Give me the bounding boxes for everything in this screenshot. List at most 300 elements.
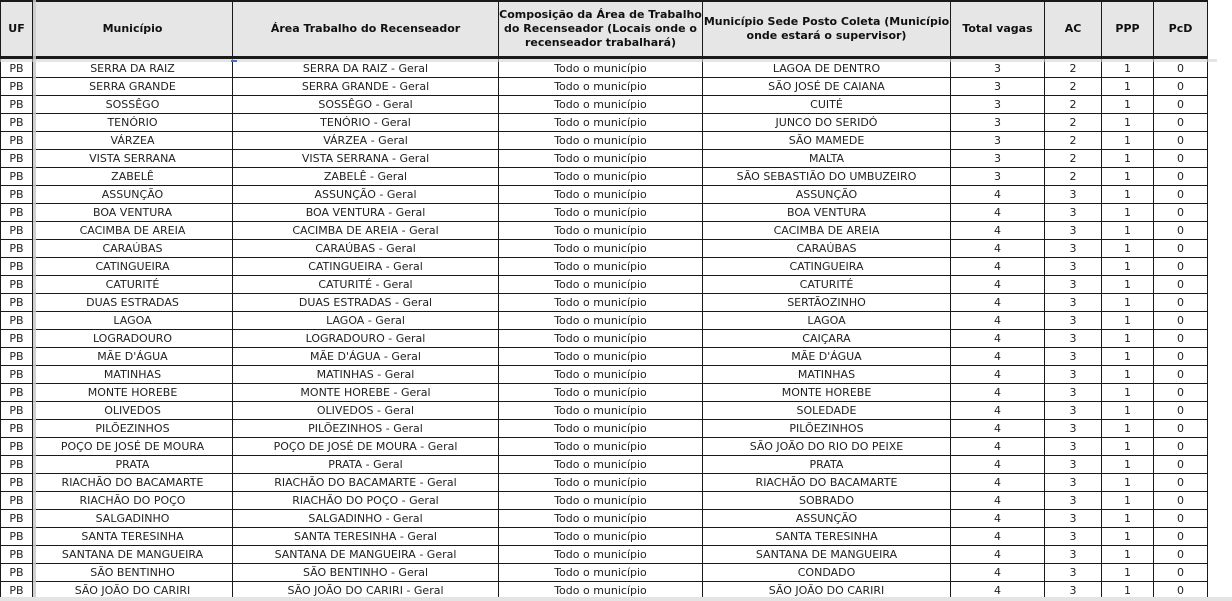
cell-municipio[interactable]: POÇO DE JOSÉ DE MOURA [33, 438, 233, 456]
table-row [1, 186, 1208, 204]
cell-pcd[interactable]: 0 [1154, 240, 1208, 258]
header-composicao[interactable]: Composição da Área de Trabalho do Recenseador (Locais onde o recenseador trabalhará) [499, 1, 703, 58]
cell-municipio-sede[interactable]: LAGOA [703, 312, 951, 330]
cell-ac[interactable]: 3 [1045, 564, 1102, 582]
cell-area-trabalho[interactable]: RIACHÃO DO POÇO - Geral [233, 492, 499, 510]
cell-composicao[interactable]: Todo o município [499, 168, 703, 186]
cell-total-vagas[interactable]: 4 [951, 348, 1045, 366]
cell-uf[interactable]: PB [1, 564, 33, 582]
cell-ppp[interactable]: 1 [1102, 58, 1154, 78]
cell-municipio[interactable]: PRATA [33, 456, 233, 474]
cell-total-vagas[interactable]: 4 [951, 312, 1045, 330]
cell-municipio-sede[interactable]: LAGOA DE DENTRO [703, 58, 951, 78]
cell-municipio[interactable]: SERRA DA RAIZ [33, 58, 233, 78]
cell-composicao[interactable]: Todo o município [499, 348, 703, 366]
cell-municipio[interactable]: ZABELÊ [33, 168, 233, 186]
cell-municipio[interactable]: VÁRZEA [33, 132, 233, 150]
cell-municipio-sede[interactable]: ASSUNÇÃO [703, 510, 951, 528]
frozen-pane-divider-vertical [33, 0, 36, 601]
table-row [1, 132, 1208, 150]
cell-pcd[interactable]: 0 [1154, 366, 1208, 384]
cell-municipio-sede[interactable]: SOBRADO [703, 492, 951, 510]
table-row [1, 366, 1208, 384]
cell-municipio[interactable]: SÃO BENTINHO [33, 564, 233, 582]
cell-municipio-sede[interactable]: CARAÚBAS [703, 240, 951, 258]
cell-ppp[interactable]: 1 [1102, 186, 1154, 204]
cell-area-trabalho[interactable]: BOA VENTURA - Geral [233, 204, 499, 222]
cell-ac[interactable]: 3 [1045, 420, 1102, 438]
cell-composicao[interactable]: Todo o município [499, 582, 703, 600]
cell-municipio-sede[interactable]: CONDADO [703, 564, 951, 582]
cell-composicao[interactable]: Todo o município [499, 510, 703, 528]
cell-uf[interactable]: PB [1, 348, 33, 366]
cell-uf[interactable]: PB [1, 204, 33, 222]
cell-total-vagas[interactable]: 3 [951, 132, 1045, 150]
cell-ac[interactable]: 2 [1045, 58, 1102, 78]
cell-area-trabalho[interactable]: SERRA GRANDE - Geral [233, 78, 499, 96]
cell-uf[interactable]: PB [1, 528, 33, 546]
cell-ppp[interactable]: 1 [1102, 258, 1154, 276]
cell-pcd[interactable]: 0 [1154, 132, 1208, 150]
cell-municipio[interactable]: SERRA GRANDE [33, 78, 233, 96]
cell-composicao[interactable]: Todo o município [499, 222, 703, 240]
cell-area-trabalho[interactable]: SALGADINHO - Geral [233, 510, 499, 528]
cell-total-vagas[interactable]: 3 [951, 58, 1045, 78]
cell-total-vagas[interactable]: 4 [951, 510, 1045, 528]
cell-ac[interactable]: 3 [1045, 438, 1102, 456]
cell-ppp[interactable]: 1 [1102, 564, 1154, 582]
cell-total-vagas[interactable]: 4 [951, 420, 1045, 438]
table-row [1, 438, 1208, 456]
header-municipio[interactable]: Município [33, 1, 233, 58]
cell-area-trabalho[interactable]: ZABELÊ - Geral [233, 168, 499, 186]
cell-ac[interactable]: 3 [1045, 402, 1102, 420]
cell-ppp[interactable]: 1 [1102, 330, 1154, 348]
cell-ppp[interactable]: 1 [1102, 510, 1154, 528]
cell-composicao[interactable]: Todo o município [499, 114, 703, 132]
cell-ac[interactable]: 3 [1045, 240, 1102, 258]
cell-municipio[interactable]: CACIMBA DE AREIA [33, 222, 233, 240]
cell-area-trabalho[interactable]: SANTANA DE MANGUEIRA - Geral [233, 546, 499, 564]
cell-pcd[interactable]: 0 [1154, 150, 1208, 168]
cell-ppp[interactable]: 1 [1102, 582, 1154, 600]
cell-pcd[interactable]: 0 [1154, 204, 1208, 222]
cell-total-vagas[interactable]: 4 [951, 366, 1045, 384]
table-row [1, 528, 1208, 546]
cell-municipio[interactable]: MÃE D'ÁGUA [33, 348, 233, 366]
table-row [1, 492, 1208, 510]
cell-area-trabalho[interactable]: CARAÚBAS - Geral [233, 240, 499, 258]
cell-pcd[interactable]: 0 [1154, 186, 1208, 204]
cell-area-trabalho[interactable]: TENÓRIO - Geral [233, 114, 499, 132]
cell-total-vagas[interactable]: 4 [951, 294, 1045, 312]
cell-ac[interactable]: 3 [1045, 366, 1102, 384]
cell-area-trabalho[interactable]: LAGOA - Geral [233, 312, 499, 330]
cell-ac[interactable]: 2 [1045, 132, 1102, 150]
cell-ac[interactable]: 3 [1045, 456, 1102, 474]
cell-municipio[interactable]: CATINGUEIRA [33, 258, 233, 276]
cell-area-trabalho[interactable]: VÁRZEA - Geral [233, 132, 499, 150]
cell-ac[interactable]: 3 [1045, 222, 1102, 240]
cell-ac[interactable]: 3 [1045, 510, 1102, 528]
cell-ac[interactable]: 3 [1045, 186, 1102, 204]
cell-area-trabalho[interactable]: LOGRADOURO - Geral [233, 330, 499, 348]
cell-composicao[interactable]: Todo o município [499, 330, 703, 348]
cell-ppp[interactable]: 1 [1102, 132, 1154, 150]
cell-uf[interactable]: PB [1, 330, 33, 348]
cell-municipio-sede[interactable]: MALTA [703, 150, 951, 168]
cell-pcd[interactable]: 0 [1154, 312, 1208, 330]
cell-composicao[interactable]: Todo o município [499, 276, 703, 294]
table-row [1, 402, 1208, 420]
cell-municipio[interactable]: CATURITÉ [33, 276, 233, 294]
cell-ac[interactable]: 3 [1045, 546, 1102, 564]
cell-ac[interactable]: 3 [1045, 492, 1102, 510]
cell-pcd[interactable]: 0 [1154, 222, 1208, 240]
cell-area-trabalho[interactable]: SERRA DA RAIZ - Geral [233, 58, 499, 78]
cell-ppp[interactable]: 1 [1102, 420, 1154, 438]
header-row [1, 1, 1208, 58]
cell-ppp[interactable]: 1 [1102, 384, 1154, 402]
cell-total-vagas[interactable]: 4 [951, 330, 1045, 348]
cell-municipio-sede[interactable]: SERTÃOZINHO [703, 294, 951, 312]
cell-ac[interactable]: 2 [1045, 114, 1102, 132]
cell-municipio-sede[interactable]: MÃE D'ÁGUA [703, 348, 951, 366]
cell-pcd[interactable]: 0 [1154, 438, 1208, 456]
cell-municipio[interactable]: BOA VENTURA [33, 204, 233, 222]
cell-total-vagas[interactable]: 4 [951, 258, 1045, 276]
cell-composicao[interactable]: Todo o município [499, 186, 703, 204]
cell-pcd[interactable]: 0 [1154, 456, 1208, 474]
table-row [1, 114, 1208, 132]
cell-ppp[interactable]: 1 [1102, 78, 1154, 96]
header-total-vagas[interactable]: Total vagas [951, 1, 1045, 58]
cell-ppp[interactable]: 1 [1102, 150, 1154, 168]
cell-uf[interactable]: PB [1, 276, 33, 294]
cell-pcd[interactable]: 0 [1154, 510, 1208, 528]
cell-uf[interactable]: PB [1, 150, 33, 168]
cell-area-trabalho[interactable]: SOSSÊGO - Geral [233, 96, 499, 114]
cell-ppp[interactable]: 1 [1102, 276, 1154, 294]
cell-pcd[interactable]: 0 [1154, 420, 1208, 438]
cell-uf[interactable]: PB [1, 114, 33, 132]
cell-uf[interactable]: PB [1, 366, 33, 384]
cell-municipio[interactable]: SÃO JOÃO DO CARIRI [33, 582, 233, 600]
cell-municipio[interactable]: OLIVEDOS [33, 402, 233, 420]
cell-uf[interactable]: PB [1, 78, 33, 96]
cell-area-trabalho[interactable]: RIACHÃO DO BACAMARTE - Geral [233, 474, 499, 492]
cell-ppp[interactable]: 1 [1102, 438, 1154, 456]
cell-uf[interactable]: PB [1, 438, 33, 456]
cell-total-vagas[interactable]: 4 [951, 384, 1045, 402]
cell-total-vagas[interactable]: 3 [951, 114, 1045, 132]
cell-area-trabalho[interactable]: OLIVEDOS - Geral [233, 402, 499, 420]
cell-ac[interactable]: 3 [1045, 294, 1102, 312]
cell-total-vagas[interactable]: 4 [951, 582, 1045, 600]
cell-composicao[interactable]: Todo o município [499, 258, 703, 276]
cell-pcd[interactable]: 0 [1154, 58, 1208, 78]
cell-composicao[interactable]: Todo o município [499, 78, 703, 96]
cell-total-vagas[interactable]: 4 [951, 456, 1045, 474]
cell-uf[interactable]: PB [1, 420, 33, 438]
cell-composicao[interactable]: Todo o município [499, 132, 703, 150]
cell-municipio-sede[interactable]: SÃO JOÃO DO CARIRI [703, 582, 951, 600]
cell-area-trabalho[interactable]: CATINGUEIRA - Geral [233, 258, 499, 276]
cell-pcd[interactable]: 0 [1154, 564, 1208, 582]
cell-ac[interactable]: 3 [1045, 312, 1102, 330]
horizontal-scrollbar-track[interactable] [0, 597, 1232, 601]
cell-ppp[interactable]: 1 [1102, 204, 1154, 222]
cell-ppp[interactable]: 1 [1102, 312, 1154, 330]
cell-composicao[interactable]: Todo o município [499, 456, 703, 474]
cell-municipio-sede[interactable]: MATINHAS [703, 366, 951, 384]
cell-area-trabalho[interactable]: SÃO BENTINHO - Geral [233, 564, 499, 582]
table-row [1, 276, 1208, 294]
cell-ppp[interactable]: 1 [1102, 546, 1154, 564]
cell-municipio[interactable]: DUAS ESTRADAS [33, 294, 233, 312]
cell-ppp[interactable]: 1 [1102, 240, 1154, 258]
cell-uf[interactable]: PB [1, 456, 33, 474]
header-pcd[interactable]: PcD [1154, 1, 1208, 58]
cell-ac[interactable]: 3 [1045, 204, 1102, 222]
cell-total-vagas[interactable]: 4 [951, 204, 1045, 222]
cell-composicao[interactable]: Todo o município [499, 366, 703, 384]
cell-composicao[interactable]: Todo o município [499, 96, 703, 114]
cell-ppp[interactable]: 1 [1102, 294, 1154, 312]
cell-total-vagas[interactable]: 3 [951, 150, 1045, 168]
cell-uf[interactable]: PB [1, 96, 33, 114]
cell-composicao[interactable]: Todo o município [499, 384, 703, 402]
cell-municipio[interactable]: PILÕEZINHOS [33, 420, 233, 438]
table-row [1, 96, 1208, 114]
cell-municipio-sede[interactable]: CATINGUEIRA [703, 258, 951, 276]
cell-composicao[interactable]: Todo o município [499, 420, 703, 438]
cell-area-trabalho[interactable]: CACIMBA DE AREIA - Geral [233, 222, 499, 240]
cell-area-trabalho[interactable]: MÃE D'ÁGUA - Geral [233, 348, 499, 366]
cell-ac[interactable]: 3 [1045, 528, 1102, 546]
cell-total-vagas[interactable]: 4 [951, 474, 1045, 492]
cell-municipio[interactable]: TENÓRIO [33, 114, 233, 132]
cell-uf[interactable]: PB [1, 546, 33, 564]
cell-total-vagas[interactable]: 4 [951, 240, 1045, 258]
cell-uf[interactable]: PB [1, 168, 33, 186]
cell-pcd[interactable]: 0 [1154, 474, 1208, 492]
cell-ac[interactable]: 3 [1045, 474, 1102, 492]
cell-total-vagas[interactable]: 4 [951, 402, 1045, 420]
cell-uf[interactable]: PB [1, 58, 33, 78]
cell-municipio[interactable]: RIACHÃO DO POÇO [33, 492, 233, 510]
cell-total-vagas[interactable]: 4 [951, 492, 1045, 510]
header-ac[interactable]: AC [1045, 1, 1102, 58]
cell-uf[interactable]: PB [1, 258, 33, 276]
cell-pcd[interactable]: 0 [1154, 276, 1208, 294]
cell-ppp[interactable]: 1 [1102, 474, 1154, 492]
table-row [1, 150, 1208, 168]
cell-municipio-sede[interactable]: ASSUNÇÃO [703, 186, 951, 204]
cell-total-vagas[interactable]: 4 [951, 222, 1045, 240]
cell-municipio-sede[interactable]: SÃO SEBASTIÃO DO UMBUZEIRO [703, 168, 951, 186]
cell-composicao[interactable]: Todo o município [499, 58, 703, 78]
cell-pcd[interactable]: 0 [1154, 528, 1208, 546]
cell-ppp[interactable]: 1 [1102, 96, 1154, 114]
cell-ac[interactable]: 2 [1045, 78, 1102, 96]
cell-composicao[interactable]: Todo o município [499, 564, 703, 582]
table-row [1, 564, 1208, 582]
cell-composicao[interactable]: Todo o município [499, 492, 703, 510]
cell-total-vagas[interactable]: 4 [951, 546, 1045, 564]
cell-pcd[interactable]: 0 [1154, 384, 1208, 402]
cell-area-trabalho[interactable]: MATINHAS - Geral [233, 366, 499, 384]
cell-ppp[interactable]: 1 [1102, 114, 1154, 132]
cell-composicao[interactable]: Todo o município [499, 204, 703, 222]
cell-area-trabalho[interactable]: PILÕEZINHOS - Geral [233, 420, 499, 438]
cell-area-trabalho[interactable]: SÃO JOÃO DO CARIRI - Geral [233, 582, 499, 600]
cell-ac[interactable]: 2 [1045, 150, 1102, 168]
cell-municipio-sede[interactable]: CATURITÉ [703, 276, 951, 294]
cell-ppp[interactable]: 1 [1102, 366, 1154, 384]
table-row [1, 78, 1208, 96]
cell-composicao[interactable]: Todo o município [499, 150, 703, 168]
cell-ac[interactable]: 3 [1045, 348, 1102, 366]
cell-pcd[interactable]: 0 [1154, 348, 1208, 366]
cell-pcd[interactable]: 0 [1154, 78, 1208, 96]
cell-municipio[interactable]: MONTE HOREBE [33, 384, 233, 402]
cell-area-trabalho[interactable]: MONTE HOREBE - Geral [233, 384, 499, 402]
cell-ac[interactable]: 3 [1045, 276, 1102, 294]
cell-total-vagas[interactable]: 4 [951, 528, 1045, 546]
cell-pcd[interactable]: 0 [1154, 330, 1208, 348]
cell-composicao[interactable]: Todo o município [499, 402, 703, 420]
cell-area-trabalho[interactable]: CATURITÉ - Geral [233, 276, 499, 294]
cell-municipio-sede[interactable]: RIACHÃO DO BACAMARTE [703, 474, 951, 492]
cell-municipio-sede[interactable]: PRATA [703, 456, 951, 474]
table-row [1, 456, 1208, 474]
cell-municipio[interactable]: RIACHÃO DO BACAMARTE [33, 474, 233, 492]
cell-total-vagas[interactable]: 3 [951, 96, 1045, 114]
cell-ac[interactable]: 3 [1045, 258, 1102, 276]
cell-pcd[interactable]: 0 [1154, 114, 1208, 132]
cell-area-trabalho[interactable]: SANTA TERESINHA - Geral [233, 528, 499, 546]
cell-total-vagas[interactable]: 4 [951, 438, 1045, 456]
cell-ac[interactable]: 3 [1045, 330, 1102, 348]
cell-uf[interactable]: PB [1, 222, 33, 240]
cell-uf[interactable]: PB [1, 384, 33, 402]
cell-municipio-sede[interactable]: CUITÉ [703, 96, 951, 114]
cell-composicao[interactable]: Todo o município [499, 546, 703, 564]
cell-uf[interactable]: PB [1, 240, 33, 258]
cell-total-vagas[interactable]: 4 [951, 564, 1045, 582]
cell-ac[interactable]: 3 [1045, 582, 1102, 600]
cell-uf[interactable]: PB [1, 132, 33, 150]
cell-total-vagas[interactable]: 4 [951, 276, 1045, 294]
cell-uf[interactable]: PB [1, 186, 33, 204]
cell-municipio-sede[interactable]: CAIÇARA [703, 330, 951, 348]
header-area-trabalho[interactable]: Área Trabalho do Recenseador [233, 1, 499, 58]
header-uf[interactable]: UF [1, 1, 33, 58]
cell-area-trabalho[interactable]: VISTA SERRANA - Geral [233, 150, 499, 168]
cell-municipio-sede[interactable]: BOA VENTURA [703, 204, 951, 222]
cell-municipio-sede[interactable]: JUNCO DO SERIDÓ [703, 114, 951, 132]
cell-pcd[interactable]: 0 [1154, 582, 1208, 600]
cell-composicao[interactable]: Todo o município [499, 240, 703, 258]
column-resize-marker[interactable] [231, 60, 237, 62]
cell-municipio-sede[interactable]: SÃO JOÃO DO RIO DO PEIXE [703, 438, 951, 456]
cell-municipio[interactable]: CARAÚBAS [33, 240, 233, 258]
cell-uf[interactable]: PB [1, 510, 33, 528]
cell-municipio[interactable]: VISTA SERRANA [33, 150, 233, 168]
cell-pcd[interactable]: 0 [1154, 546, 1208, 564]
cell-pcd[interactable]: 0 [1154, 492, 1208, 510]
cell-ac[interactable]: 3 [1045, 384, 1102, 402]
cell-area-trabalho[interactable]: POÇO DE JOSÉ DE MOURA - Geral [233, 438, 499, 456]
cell-pcd[interactable]: 0 [1154, 402, 1208, 420]
frozen-pane-divider-horizontal [0, 59, 1232, 62]
header-ppp[interactable]: PPP [1102, 1, 1154, 58]
cell-uf[interactable]: PB [1, 294, 33, 312]
cell-pcd[interactable]: 0 [1154, 294, 1208, 312]
cell-composicao[interactable]: Todo o município [499, 294, 703, 312]
cell-municipio-sede[interactable]: CACIMBA DE AREIA [703, 222, 951, 240]
cell-uf[interactable]: PB [1, 474, 33, 492]
table-row [1, 330, 1208, 348]
cell-municipio-sede[interactable]: SANTANA DE MANGUEIRA [703, 546, 951, 564]
cell-ppp[interactable]: 1 [1102, 222, 1154, 240]
cell-municipio[interactable]: ASSUNÇÃO [33, 186, 233, 204]
cell-municipio[interactable]: MATINHAS [33, 366, 233, 384]
cell-total-vagas[interactable]: 3 [951, 78, 1045, 96]
cell-ppp[interactable]: 1 [1102, 168, 1154, 186]
cell-ac[interactable]: 2 [1045, 168, 1102, 186]
cell-uf[interactable]: PB [1, 582, 33, 600]
cell-municipio-sede[interactable]: SANTA TERESINHA [703, 528, 951, 546]
cell-composicao[interactable]: Todo o município [499, 438, 703, 456]
cell-ppp[interactable]: 1 [1102, 402, 1154, 420]
cell-municipio-sede[interactable]: PILÕEZINHOS [703, 420, 951, 438]
cell-composicao[interactable]: Todo o município [499, 528, 703, 546]
cell-composicao[interactable]: Todo o município [499, 474, 703, 492]
cell-municipio-sede[interactable]: SÃO MAMEDE [703, 132, 951, 150]
cell-municipio[interactable]: SOSSÊGO [33, 96, 233, 114]
cell-municipio[interactable]: LAGOA [33, 312, 233, 330]
cell-municipio-sede[interactable]: SOLEDADE [703, 402, 951, 420]
header-municipio-sede[interactable]: Município Sede Posto Coleta (Município onde estará o supervisor) [703, 1, 951, 58]
cell-municipio-sede[interactable]: MONTE HOREBE [703, 384, 951, 402]
cell-ac[interactable]: 2 [1045, 96, 1102, 114]
cell-pcd[interactable]: 0 [1154, 96, 1208, 114]
cell-municipio[interactable]: SANTA TERESINHA [33, 528, 233, 546]
cell-municipio[interactable]: SANTANA DE MANGUEIRA [33, 546, 233, 564]
table-row [1, 348, 1208, 366]
cell-total-vagas[interactable]: 3 [951, 168, 1045, 186]
cell-uf[interactable]: PB [1, 402, 33, 420]
cell-uf[interactable]: PB [1, 492, 33, 510]
cell-ppp[interactable]: 1 [1102, 492, 1154, 510]
cell-composicao[interactable]: Todo o município [499, 312, 703, 330]
cell-uf[interactable]: PB [1, 312, 33, 330]
cell-total-vagas[interactable]: 4 [951, 186, 1045, 204]
cell-ppp[interactable]: 1 [1102, 456, 1154, 474]
cell-municipio[interactable]: LOGRADOURO [33, 330, 233, 348]
cell-municipio[interactable]: SALGADINHO [33, 510, 233, 528]
cell-pcd[interactable]: 0 [1154, 168, 1208, 186]
cell-area-trabalho[interactable]: ASSUNÇÃO - Geral [233, 186, 499, 204]
cell-municipio-sede[interactable]: SÃO JOSÉ DE CAIANA [703, 78, 951, 96]
cell-area-trabalho[interactable]: DUAS ESTRADAS - Geral [233, 294, 499, 312]
cell-ppp[interactable]: 1 [1102, 348, 1154, 366]
cell-ppp[interactable]: 1 [1102, 528, 1154, 546]
cell-area-trabalho[interactable]: PRATA - Geral [233, 456, 499, 474]
cell-pcd[interactable]: 0 [1154, 258, 1208, 276]
